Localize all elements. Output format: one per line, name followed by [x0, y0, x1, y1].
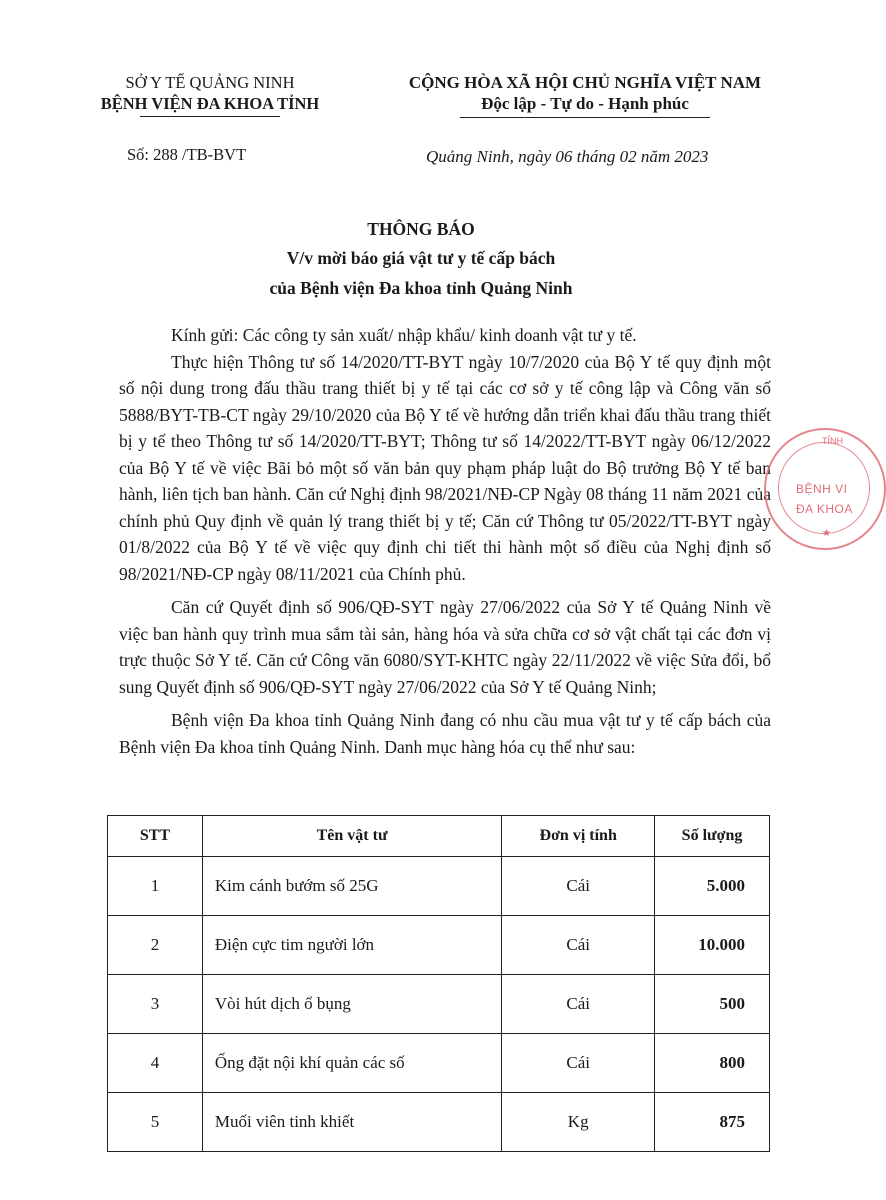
cell-stt: 3 [108, 975, 203, 1034]
table-header-row [108, 816, 770, 857]
national-title: CỘNG HÒA XÃ HỘI CHỦ NGHĨA VIỆT NAM [408, 73, 762, 92]
cell-item-name: Muối viên tinh khiết [202, 1093, 501, 1152]
header-item-name: Tên vật tư [202, 816, 501, 857]
cell-unit: Kg [502, 1093, 655, 1152]
legal-basis-paragraph: Thực hiện Thông tư số 14/2020/TT-BYT ngày 10/7/2020 của Bộ Y tế quy định một số nội dung trong đấu thầu trang thiết bị y tế tại các cơ sở y tế công lập và Công văn số 5888/BYT-TB-CT ngày 29/10/2020 của Bộ Y tế về hướng dẫn triển khai đấu thầu trang thiết bị y tế theo Thông tư số 14/2020/TT-BYT; Thông tư số 14/2022/TT-BYT ngày 06/12/2022 của Bộ Y tế về việc Bãi bỏ một số văn bản quy phạm pháp luật do Bộ trưởng Bộ Y tế ban hành, liên tịch ban hành. Căn cứ Nghị định 98/2021/NĐ-CP Ngày 08 tháng 11 năm 2021 của chính phủ Quy định về quản lý trang thiết bị y tế; Căn cứ Thông tư 05/2022/TT-BYT ngày 01/8/2022 của Bộ Y tế về việc quy định chi tiết thi hành một số điều của Nghị định số 98/2021/NĐ-CP ngày 08/11/2021 của Chính phủ. [119, 351, 771, 584]
stamp-line-2: ĐA KHOA [796, 502, 853, 516]
cell-quantity: 800 [655, 1034, 770, 1093]
issuer-hospital: BỆNH VIỆN ĐA KHOA TỈNH [100, 94, 320, 113]
cell-unit: Cái [502, 1034, 655, 1093]
document-number: Số: 288 /TB-BVT [127, 145, 247, 164]
place-date: Quảng Ninh, ngày 06 tháng 02 năm 2023 [426, 147, 709, 166]
cell-quantity: 875 [655, 1093, 770, 1152]
national-motto: Độc lập - Tự do - Hạnh phúc [481, 94, 689, 113]
supplies-table [107, 815, 770, 1152]
header-unit: Đơn vị tính [502, 816, 655, 857]
request-paragraph: Bệnh viện Đa khoa tỉnh Quảng Ninh đang có nhu cầu mua vật tư y tế cấp bách của Bệnh viện Đa khoa tỉnh Quảng Ninh. Danh mục hàng hóa cụ thể như sau: [119, 710, 771, 757]
table-row [108, 975, 770, 1034]
cell-stt: 1 [108, 857, 203, 916]
cell-quantity: 10.000 [655, 916, 770, 975]
cell-quantity: 5.000 [655, 857, 770, 916]
official-stamp [764, 428, 886, 550]
table-row [108, 916, 770, 975]
header-stt: STT [108, 816, 203, 857]
stamp-line-1: BỆNH VI [796, 482, 848, 496]
issuer-header [90, 72, 330, 117]
notice-title-block [0, 215, 842, 303]
notice-subject-org: của Bệnh viện Đa khoa tỉnh Quảng Ninh [269, 278, 573, 298]
cell-unit: Cái [502, 975, 655, 1034]
cell-unit: Cái [502, 857, 655, 916]
issuer-department: SỞ Y TẾ QUẢNG NINH [125, 73, 295, 92]
cell-stt: 5 [108, 1093, 203, 1152]
cell-stt: 2 [108, 916, 203, 975]
cell-item-name: Ống đặt nội khí quản các số [202, 1034, 501, 1093]
motto-underline [460, 117, 710, 118]
stamp-top-text: TỈNH [822, 436, 843, 446]
cell-item-name: Kim cánh bướm số 25G [202, 857, 501, 916]
decision-basis-paragraph: Căn cứ Quyết định số 906/QĐ-SYT ngày 27/06/2022 của Sở Y tế Quảng Ninh về việc ban hành quy trình mua sắm tài sản, hàng hóa và sửa chữa cơ sở vật chất tại các đơn vị trực thuộc Sở Y tế. Căn cứ Công văn 6080/SYT-KHTC ngày 22/11/2022 về việc Sửa đổi, bổ sung Quyết định số 906/QĐ-SYT ngày 27/06/2022 của Sở Y tế Quảng Ninh; [119, 597, 771, 697]
cell-item-name: Điện cực tim người lớn [202, 916, 501, 975]
cell-stt: 4 [108, 1034, 203, 1093]
table-row [108, 1093, 770, 1152]
table-row [108, 1034, 770, 1093]
cell-item-name: Vòi hút dịch ổ bụng [202, 975, 501, 1034]
salutation: Kính gửi: Các công ty sản xuất/ nhập khẩu/ kinh doanh vật tư y tế. [171, 325, 637, 345]
issuer-underline [140, 116, 280, 117]
notice-body [119, 322, 771, 760]
cell-unit: Cái [502, 916, 655, 975]
notice-subject: V/v mời báo giá vật tư y tế cấp bách [286, 248, 556, 268]
header-quantity: Số lượng [655, 816, 770, 857]
notice-title: THÔNG BÁO [367, 219, 475, 239]
cell-quantity: 500 [655, 975, 770, 1034]
stamp-star-icon: ★ [822, 528, 831, 539]
national-header [360, 72, 810, 118]
table-row [108, 857, 770, 916]
